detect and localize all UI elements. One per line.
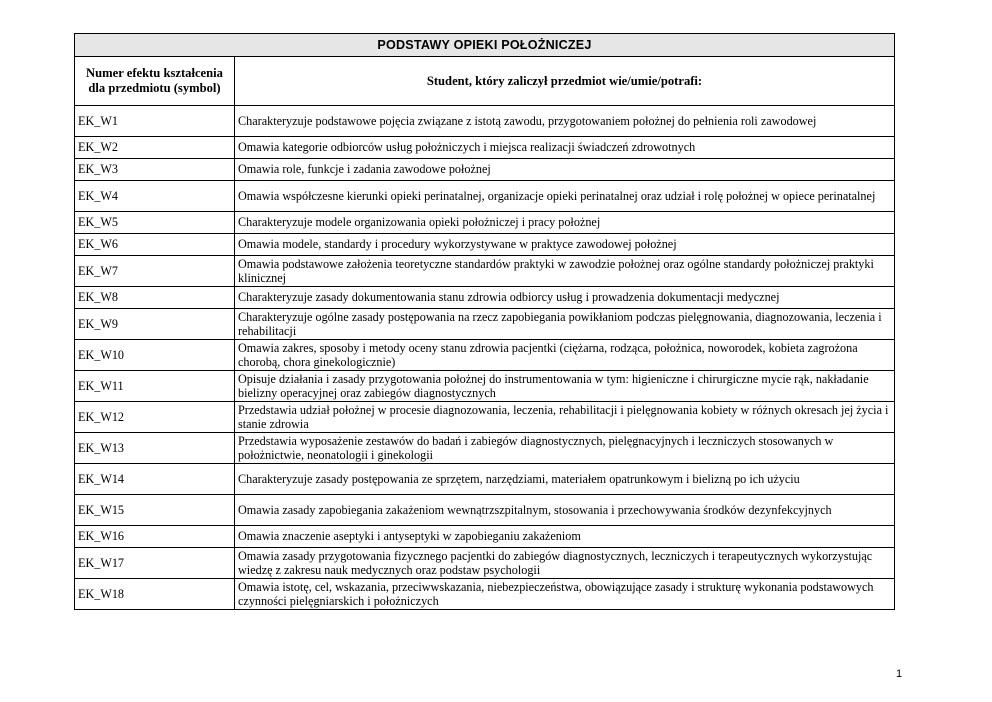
outcome-code: EK_W17 xyxy=(75,548,235,579)
table-row xyxy=(75,579,895,610)
outcome-description: Przedstawia wyposażenie zestawów do badań i zabiegów diagnostycznych, pielęgnacyjnych i leczniczych stosowanych w położnictwie, neonatologii i ginekologii xyxy=(235,433,895,464)
outcome-code: EK_W12 xyxy=(75,402,235,433)
table-row xyxy=(75,309,895,340)
outcome-description: Charakteryzuje zasady postępowania ze sprzętem, narzędziami, materiałem opatrunkowym i bielizną po ich użyciu xyxy=(235,464,895,495)
outcome-code: EK_W15 xyxy=(75,495,235,526)
table-row xyxy=(75,137,895,159)
outcome-description: Opisuje działania i zasady przygotowania położnej do instrumentowania w tym: higieniczne i chirurgiczne mycie rąk, nakładanie bielizny operacyjnej oraz zabiegów diagnostycznych xyxy=(235,371,895,402)
outcome-code: EK_W1 xyxy=(75,106,235,137)
learning-outcomes-table xyxy=(74,33,895,610)
table-row xyxy=(75,181,895,212)
outcome-description: Charakteryzuje podstawowe pojęcia związane z istotą zawodu, przygotowaniem położnej do pełnienia roli zawodowej xyxy=(235,106,895,137)
table-row xyxy=(75,234,895,256)
outcome-description: Omawia współczesne kierunki opieki perinatalnej, organizacje opieki perinatalnej oraz udział i rolę położnej w opiece perinatalnej xyxy=(235,181,895,212)
outcome-code: EK_W16 xyxy=(75,526,235,548)
outcome-code: EK_W4 xyxy=(75,181,235,212)
outcome-description: Charakteryzuje ogólne zasady postępowania na rzecz zapobiegania powikłaniom podczas pielęgnowania, diagnozowania, leczenia i rehabilitacji xyxy=(235,309,895,340)
outcome-code: EK_W9 xyxy=(75,309,235,340)
outcome-description: Omawia zasady zapobiegania zakażeniom wewnątrzszpitalnym, stosowania i przechowywania środków dezynfekcyjnych xyxy=(235,495,895,526)
table-row xyxy=(75,340,895,371)
outcome-code: EK_W14 xyxy=(75,464,235,495)
table-row xyxy=(75,433,895,464)
page-number: 1 xyxy=(896,668,903,680)
outcome-description: Omawia zakres, sposoby i metody oceny stanu zdrowia pacjentki (ciężarna, rodząca, położnica, noworodek, kobieta zagrożona chorobą, chora ginekologicznie) xyxy=(235,340,895,371)
outcome-description: Omawia role, funkcje i zadania zawodowe położnej xyxy=(235,159,895,181)
outcome-description: Omawia znaczenie aseptyki i antyseptyki w zapobieganiu zakażeniom xyxy=(235,526,895,548)
outcome-description: Omawia zasady przygotowania fizycznego pacjentki do zabiegów diagnostycznych, leczniczych i terapeutycznych wykorzystując wiedzę z zakresu nauk medycznych oraz podstaw psychologii xyxy=(235,548,895,579)
outcome-code: EK_W7 xyxy=(75,256,235,287)
table-row xyxy=(75,212,895,234)
table-row xyxy=(75,106,895,137)
header-code: Numer efektu kształcenia dla przedmiotu (symbol) xyxy=(75,57,235,106)
table-row xyxy=(75,548,895,579)
outcome-description: Charakteryzuje zasady dokumentowania stanu zdrowia odbiorcy usług i prowadzenia dokumentacji medycznej xyxy=(235,287,895,309)
outcome-description: Charakteryzuje modele organizowania opieki położniczej i pracy położnej xyxy=(235,212,895,234)
outcome-description: Omawia podstawowe założenia teoretyczne standardów praktyki w zawodzie położnej oraz ogólne standardy położniczej praktyki klinicznej xyxy=(235,256,895,287)
outcome-code: EK_W13 xyxy=(75,433,235,464)
table-row xyxy=(75,287,895,309)
header-description: Student, który zaliczył przedmiot wie/umie/potrafi: xyxy=(235,57,895,106)
outcome-code: EK_W18 xyxy=(75,579,235,610)
table-header-row xyxy=(75,57,895,106)
table-row xyxy=(75,256,895,287)
outcome-description: Przedstawia udział położnej w procesie diagnozowania, leczenia, rehabilitacji i pielęgnowania kobiety w różnych okresach jej życia i stanie zdrowia xyxy=(235,402,895,433)
table-row xyxy=(75,159,895,181)
outcome-code: EK_W3 xyxy=(75,159,235,181)
table-row xyxy=(75,402,895,433)
table-row xyxy=(75,526,895,548)
outcome-code: EK_W11 xyxy=(75,371,235,402)
table-title-row xyxy=(75,34,895,57)
outcome-code: EK_W2 xyxy=(75,137,235,159)
outcome-description: Omawia modele, standardy i procedury wykorzystywane w praktyce zawodowej położnej xyxy=(235,234,895,256)
outcome-description: Omawia kategorie odbiorców usług położniczych i miejsca realizacji świadczeń zdrowotnych xyxy=(235,137,895,159)
outcome-code: EK_W8 xyxy=(75,287,235,309)
table-row xyxy=(75,371,895,402)
table-body xyxy=(75,106,895,610)
outcome-code: EK_W5 xyxy=(75,212,235,234)
table-title: PODSTAWY OPIEKI POŁOŻNICZEJ xyxy=(75,34,895,57)
table-row xyxy=(75,495,895,526)
outcome-code: EK_W6 xyxy=(75,234,235,256)
table-row xyxy=(75,464,895,495)
outcome-description: Omawia istotę, cel, wskazania, przeciwwskazania, niebezpieczeństwa, obowiązujące zasady i strukturę wykonania podstawowych czynności pielęgniarskich i położniczych xyxy=(235,579,895,610)
outcome-code: EK_W10 xyxy=(75,340,235,371)
